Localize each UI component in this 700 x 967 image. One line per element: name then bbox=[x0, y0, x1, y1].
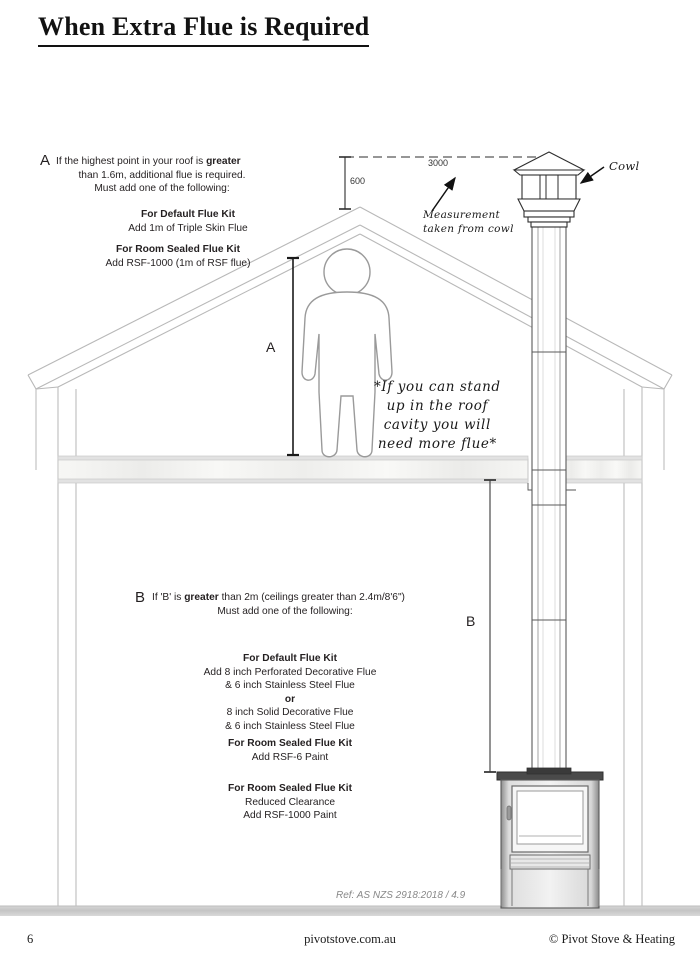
section-b-intro-line2: Must add one of the following: bbox=[217, 605, 353, 617]
section-b-item-2 bbox=[190, 782, 390, 823]
handwritten-note-line-1: up in the roof bbox=[386, 398, 489, 414]
section-b-item-0-line-1: & 6 inch Stainless Steel Flue bbox=[225, 680, 355, 691]
section-a-intro-line1-pre: If the highest point in your roof is bbox=[56, 156, 207, 167]
handwritten-note-line-3: need more flue* bbox=[377, 436, 497, 452]
section-a-item-0-line-0: Add 1m of Triple Skin Flue bbox=[128, 222, 248, 234]
footer-website: pivotstove.com.au bbox=[304, 932, 396, 946]
section-b-item-0-line2-1: & 6 inch Stainless Steel Flue bbox=[225, 720, 355, 732]
stove-appliance bbox=[497, 768, 603, 908]
handwritten-note-line-2: cavity you will bbox=[383, 417, 491, 433]
measurement-from-cowl-note bbox=[423, 208, 514, 236]
section-b-item-0-separator: or bbox=[284, 693, 296, 705]
page-title bbox=[38, 12, 369, 47]
flue-pipe bbox=[532, 200, 566, 775]
section-a-item-1-line-0: Add RSF-1000 (1m of RSF flue) bbox=[105, 257, 251, 269]
section-b-letter: B bbox=[135, 589, 146, 606]
dimension-a-label: A bbox=[266, 339, 276, 355]
section-b-item-0-heading: For Default Flue Kit bbox=[243, 653, 337, 664]
measurement-arrow bbox=[432, 178, 455, 211]
section-a-intro-line1 bbox=[56, 155, 268, 169]
section-b-item-0-line2-0: 8 inch Solid Decorative Flue bbox=[226, 707, 354, 718]
section-a-intro-line1-bold: greater bbox=[206, 156, 241, 167]
footer-copyright: © Pivot Stove & Heating bbox=[548, 932, 675, 946]
section-a-intro-line2: than 1.6m, additional flue is required. bbox=[78, 169, 246, 181]
page-title-text: When Extra Flue is Required bbox=[38, 12, 369, 47]
handwritten-roof-cavity-note bbox=[374, 378, 501, 454]
handwritten-note-line-0: *If you can stand bbox=[374, 379, 501, 395]
cowl bbox=[514, 152, 584, 227]
section-b-intro-line1 bbox=[152, 591, 432, 605]
cowl-label: Cowl bbox=[609, 159, 640, 173]
section-a-item-0-heading: For Default Flue Kit bbox=[141, 209, 235, 220]
measurement-note-line-1: taken from cowl bbox=[423, 223, 514, 235]
dimension-b bbox=[484, 480, 496, 772]
section-b-intro-line1-bold: greater bbox=[184, 592, 219, 603]
section-a-item-1 bbox=[78, 243, 278, 270]
section-a-intro-line3: Must add one of the following: bbox=[94, 183, 230, 194]
measurement-note-line-0: Measurement bbox=[423, 209, 501, 221]
section-a-letter: A bbox=[40, 152, 51, 169]
standard-reference: Ref: AS NZS 2918:2018 / 4.9 bbox=[336, 890, 466, 901]
section-b-item-1-heading: For Room Sealed Flue Kit bbox=[228, 738, 352, 749]
section-b-item-2-line-0: Reduced Clearance bbox=[244, 796, 336, 808]
section-b-item-0-line-0: Add 8 inch Perforated Decorative Flue bbox=[203, 666, 377, 678]
section-a-item-0 bbox=[88, 208, 288, 235]
cowl-arrow bbox=[581, 167, 604, 183]
section-b-intro-line1-post: than 2m (ceilings greater than 2.4m/8'6") bbox=[218, 592, 405, 603]
section-a-item-1-heading: For Room Sealed Flue Kit bbox=[116, 244, 240, 255]
section-b-item-2-line-1: Add RSF-1000 Paint bbox=[243, 810, 337, 821]
section-b-item-1 bbox=[190, 737, 390, 764]
section-b-intro-line1-pre: If 'B' is bbox=[152, 592, 185, 603]
page-footer bbox=[0, 932, 700, 960]
dimension-b-label: B bbox=[466, 613, 476, 629]
footer-page-number: 6 bbox=[27, 932, 34, 946]
dimension-a bbox=[287, 258, 299, 455]
section-a-intro bbox=[56, 155, 268, 196]
dimension-600-label: 600 bbox=[350, 176, 366, 186]
dimension-3000-label: 3000 bbox=[428, 158, 449, 168]
section-b-item-1-line-0: Add RSF-6 Paint bbox=[251, 751, 329, 763]
section-b-item-0 bbox=[190, 652, 390, 733]
section-b-intro bbox=[152, 591, 432, 618]
section-b-item-2-heading: For Room Sealed Flue Kit bbox=[228, 783, 352, 794]
